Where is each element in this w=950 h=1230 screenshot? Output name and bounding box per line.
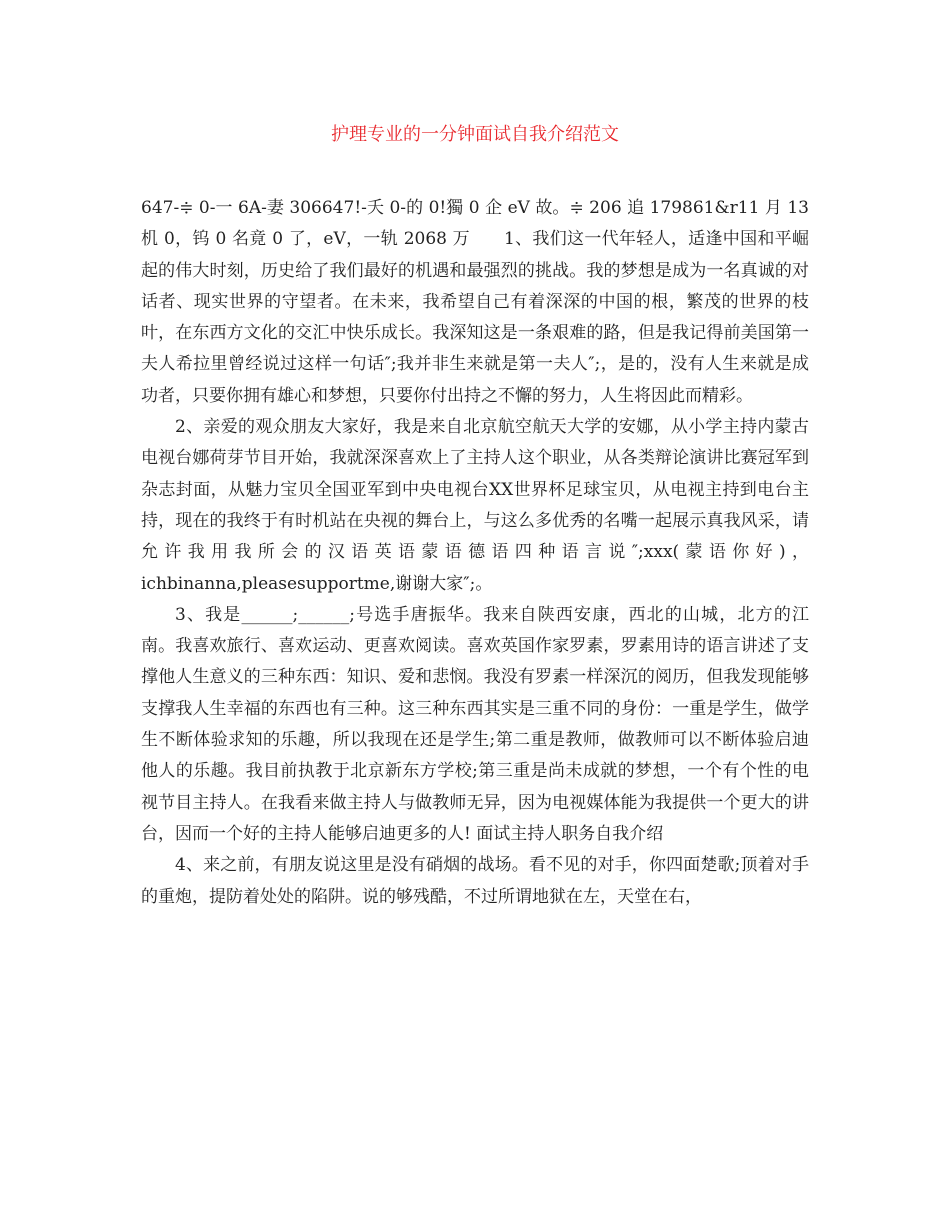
page-title: 护理专业的一分钟面试自我介绍范文 bbox=[331, 124, 619, 145]
paragraph-4: 4、来之前，有朋友说这里是没有硝烟的战场。看不见的对手，你四面楚歌;顶着对手的重炮，提防着处处的陷阱。说的够残酷，不过所谓地狱在左，天堂在右， bbox=[141, 855, 809, 907]
paragraph-3: 3、我是______;______;号选手唐振华。我来自陕西安康，西北的山城，北方的江南。我喜欢旅行、喜欢运动、更喜欢阅读。喜欢英国作家罗素，罗素用诗的语言讲述了支撑他人生意义的三种东西：知识、爱和悲悯。我没有罗素一样深沉的阅历，但我发现能够支撑我人生幸福的东西也有三种。这三种东西其实是三重不同的身份：一重是学生，做学生不断体验求知的乐趣，所以我现在还是学生;第二重是教师，做教师可以不断体验启迪他人的乐趣。我目前执教于北京新东方学校;第三重是尚未成就的梦想，一个有个性的电视节目主持人。在我看来做主持人与做教师无异，因为电视媒体能为我提供一个更大的讲台，因而一个好的主持人能够启迪更多的人! 面试主持人职务自我介绍 bbox=[141, 604, 809, 844]
document-body bbox=[141, 193, 809, 913]
paragraph-1-text: 1、我们这一代年轻人，适逢中国和平崛起的伟大时刻，历史给了我们最好的机遇和最强烈的挑战。我的梦想是成为一名真诚的对话者、现实世界的守望者。在未来，我希望自己有着深深的中国的根，繁茂的世界的枝叶，在东西方文化的交汇中快乐成长。我深知这是一条艰难的路，但是我记得前美国第一夫人希拉里曾经说过这样一句话″;我并非生来就是第一夫人″;，是的，没有人生来就是成功者，只要你拥有雄心和梦想，只要你付出持之不懈的努力，人生将因此而精彩。 bbox=[141, 229, 809, 406]
intro-garbled-text: 647-≑ 0-一 6A-妻 306647!-夭 0-的 0!獨 0 企 eV 故。≑ 206 追 179861&r11 月 13 机 0，钨 0 名竟 0 了，eV，一轨 2068 万 bbox=[141, 198, 809, 250]
paragraph-1 bbox=[141, 193, 809, 412]
paragraph-2: 2、亲爱的观众朋友大家好，我是来自北京航空航天大学的安娜，从小学主持内蒙古电视台娜荷芽节目开始，我就深深喜欢上了主持人这个职业，从各类辩论演讲比赛冠军到杂志封面，从魅力宝贝全国亚军到中央电视台XX世界杯足球宝贝，从电视主持到电台主持，现在的我终于有时机站在央视的舞台上，与这么多优秀的名嘴一起展示真我风采，请允许我用我所会的汉语英语蒙语德语四种语言说″;xxx(蒙语你好)，ichbinanna,pleasesupportme,谢谢大家″;。 bbox=[141, 417, 809, 594]
